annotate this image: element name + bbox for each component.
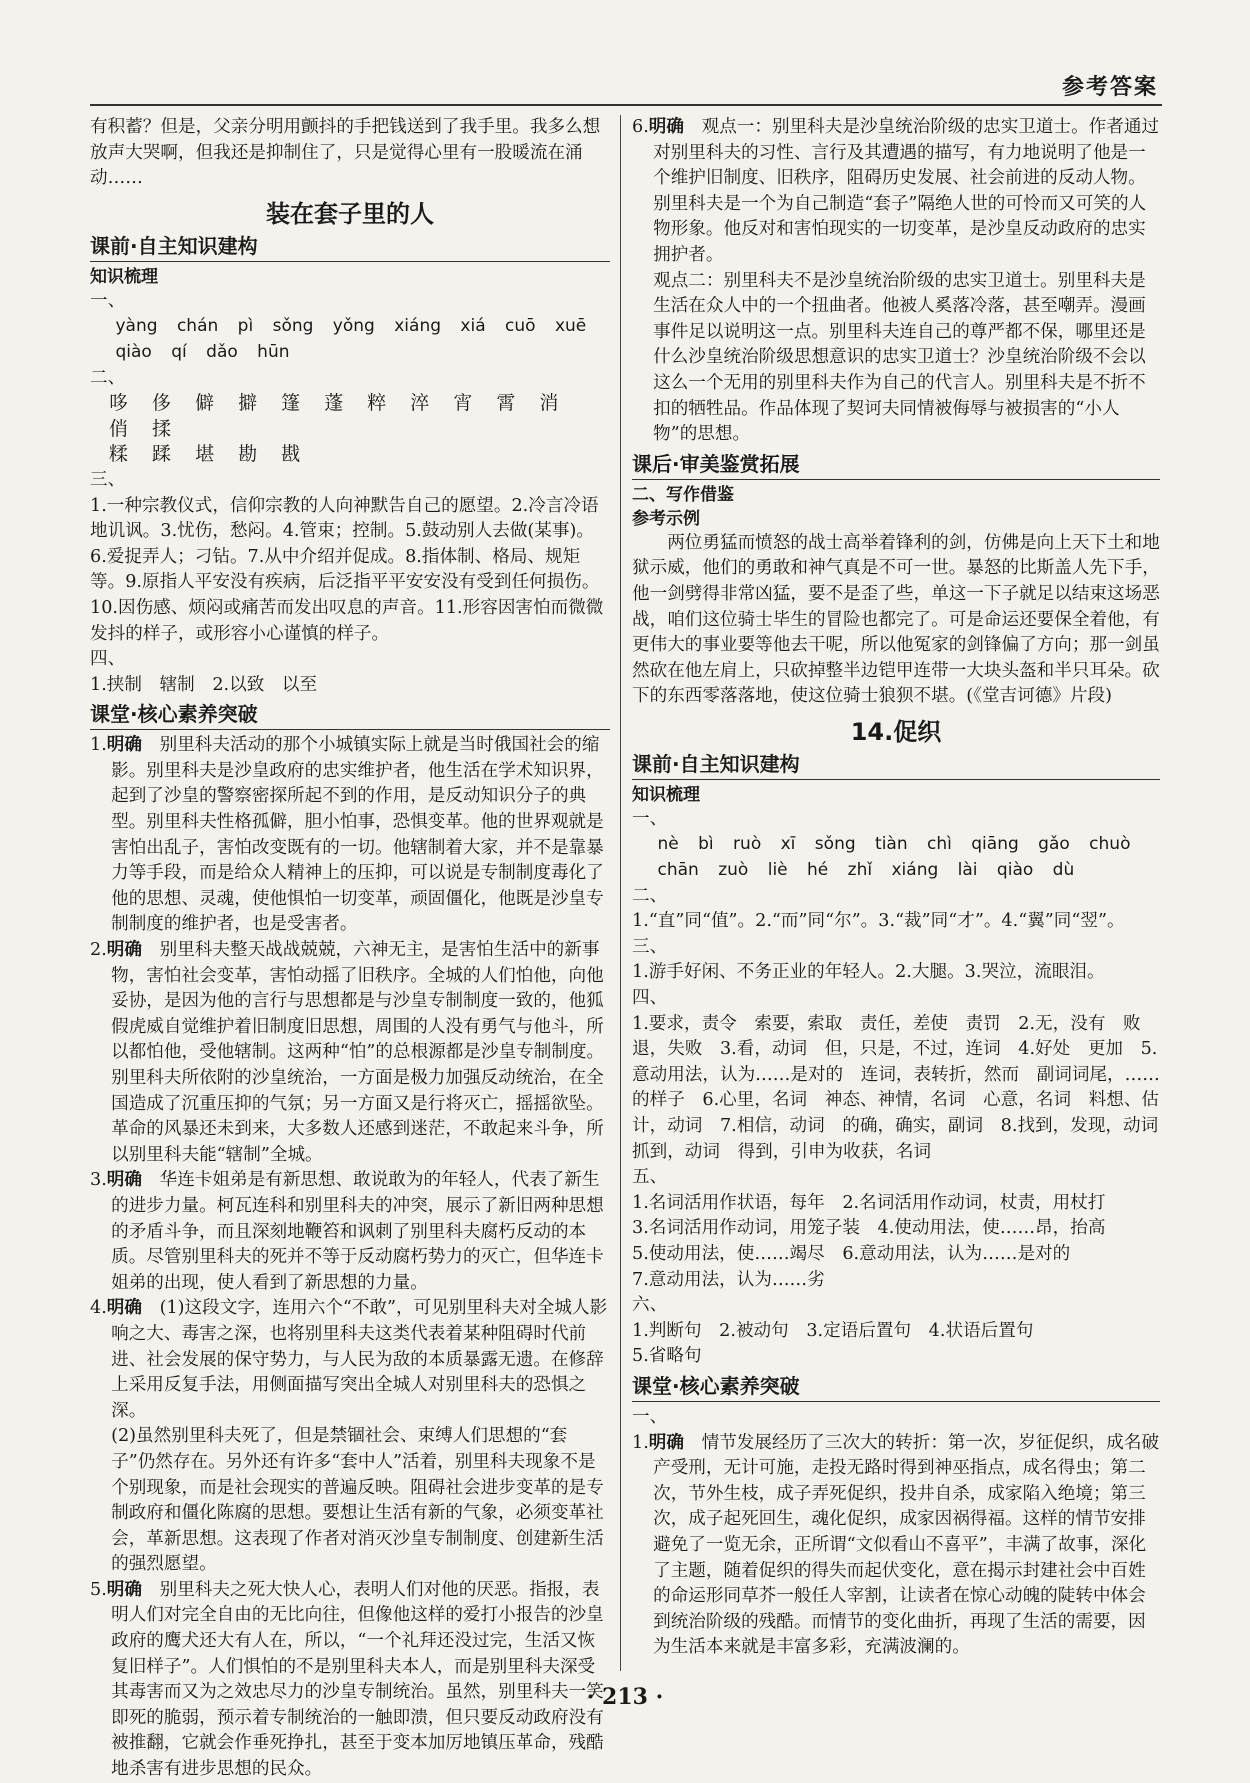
tongjia-answers: 1.“直”同“值”。2.“而”同“尔”。3.“裁”同“才”。4.“翼”同“翌”。 [632,911,1125,932]
left-column [90,115,610,1783]
pinyin-line: nè bì ruò xī sǒng tiàn chì qiāng gǎo chuò [657,834,1131,855]
answer-item: 4.明确 (1)这段文字，连用六个“不敢”，可见别里科夫对全城人影响之大、毒害之深，也将别里科夫这类代表着某种阻碍时代前进、社会发展的保守势力，与人民为敌的本质暴露无遗。在修辞上采用反复手法，用侧面描写突出全城人对别里科夫的恐惧之深。 [90,1298,608,1421]
huoyong-line: 3.名词活用作动词，用笼子装 4.使动用法，使……昂，抬高 [632,1218,1106,1239]
huoyong-line: 1.名词活用作状语，每年 2.名词活用作动词，杖责，用杖打 [632,1192,1106,1213]
character-line: 哆 侈 僻 擗 篷 蓬 粹 淬 宵 霄 消 俏 揉 [109,392,568,440]
pre-class-heading: 课前·自主知识建构 [632,751,800,776]
huoyong-line: 5.使动用法，使……竭尽 6.意动用法，认为……是对的 [632,1243,1071,1264]
answer-item: 6.明确 观点一：别里科夫是沙皇统治阶级的忠实卫道士。作者通过对别里科夫的习性、言行及其遭遇的描写，有力地说明了他是一个维护旧制度、旧秩序，阻碍历史发展、社会前进的反动人物。别里科夫是一个为自己制造“套子”隔绝人世的可怜而又可笑的人物形象。他反对和害怕现实的一切变革，是沙皇反动政府的忠实拥护者。 [632,117,1160,265]
answer-text: (2)虽然别里科夫死了，但是禁锢社会、束缚人们思想的“套子”仍然存在。另外还有许多“套中人”活着，别里科夫现象不是个别现象，而是社会现实的普遍反映。阻碍社会进步变革的是专制政府和僵化陈腐的思想。要想让生活有新的气象，必须变革社会，革新思想。这表现了作者对消灭沙皇专制制度、创建新生活的强烈愿望。 [111,1426,604,1575]
answer-item: 5.明确 别里科夫之死大快人心，表明人们对他的厌恶。指报，表明人们对完全自由的无比向往，但像他这样的爱打小报告的沙皇政府的鹰犬还大有人在，所以，“一个礼拜还没过完，生活又恢复旧样子”。人们惧怕的不是别里科夫本人，而是别里科夫深受其毒害而又为之效忠尽力的沙皇专制统治。虽然，别里科夫一笑即死的脆弱，预示着专制统治的一触即溃，但只要反动政府没有被推翻，它就会作垂死挣扎，甚至于变本加厉地镇压革命，残酷地杀害有进步思想的民众。 [90,1579,604,1780]
huoyong-line: 7.意动用法，认为……劣 [632,1269,825,1290]
heading-rule [90,729,610,730]
section-title: 装在套子里的人 [266,199,434,228]
example-subheading: 参考示例 [632,508,700,529]
part-number: 六、 [632,1295,668,1316]
answer-text: (1)这段文字，连用六个“不敢”，可见别里科夫对全城人影响之大、毒害之深，也将别里科夫这类代表着某种阻碍时代前进、社会发展的保守势力，与人民为敌的本质暴露无遗。在修辞上采用反复手法，用侧面描写突出全城人对别里科夫的恐惧之深。 [111,1298,608,1421]
answer-text: 别里科夫整天战战兢兢，六神无主，是害怕生活中的新事物，害怕社会变革，害怕动摇了旧秩序。全城的人们怕他，向他妥协，是因为他的言行与思想都是与沙皇专制制度一致的，他狐假虎威自觉维护着旧制度旧思想，周围的人没有勇气与他斗，所以都怕他，受他辖制。这两种“怕”的总根源都是沙皇专制制度。别里科夫所依附的沙皇统治，一方面是极力加强反动统治，在全国造成了沉重压抑的气氛；另一方面又是行将灭亡，摇摇欲坠。革命的风暴还未到来，大多数人还感到迷茫，不敢起来斗争，所以别里科夫能“辖制”全城。 [111,940,605,1165]
answer-item: 1.明确 情节发展经历了三次大的转折：第一次，岁征促织，成名破产受刑，无计可施，走投无路时得到神巫指点，成名得虫；第二次，节外生枝，成子弄死促织，投井自杀，成家陷入绝境；第三次，成子起死回生，魂化促织，成家因祸得福。这样的情节安排避免了一览无余，正所谓“文似看山不喜平”，丰满了故事，深化了主题，随着促织的得失而起伏变化，意在揭示封建社会中百姓的命运形同草芥一般任人宰割，让读者在惊心动魄的陡转中体会到统治阶级的残酷。而情节的变化曲折，再现了生活的需要，因为生活本来就是丰富多彩，充满波澜的。 [632,1432,1160,1658]
section-title: 14.促织 [850,717,942,746]
heading-rule [632,1401,1160,1402]
pinyin-line: chān zuò liè hé zhǐ xiáng lài qiào dù [657,860,1075,881]
answer-label: 明确 [648,117,684,137]
heading-rule [632,479,1160,480]
example-paragraph: 两位勇猛而愤怒的战士高举着锋利的剑，仿佛是向上天下土和地狱示威，他们的勇敢和神气真是不可一世。暴怒的比斯盖人先下手，他一剑劈得非常凶猛，要不是歪了些，单这一下子就足以结束这场恶战，咱们这位骑士毕生的冒险也都完了。可是命运还要保全着他，有更伟大的事业要等他去干呢，所以他冤家的剑锋偏了方向；那一剑虽然砍在他左肩上，只砍掉整半边铠甲连带一大块头盔和半只耳朵。砍下的东西零落落地，使这位骑士狼狈不堪。(《堂吉诃德》片段) [632,532,1160,707]
writing-subheading: 二、写作借鉴 [632,484,734,505]
part-number: 二、 [632,885,668,906]
gujin-answers: 1.游手好闲、不务正业的年轻人。2.大腿。3.哭泣，流眼泪。 [632,962,1105,983]
answer-text: 别里科夫之死大快人心，表明人们对他的厌恶。指报，表明人们对完全自由的无比向往，但像他这样的爱打小报告的沙皇政府的鹰犬还大有人在，所以，“一个礼拜还没过完，生活又恢复旧样子”。人们惧怕的不是别里科夫本人，而是别里科夫深受其毒害而又为之效忠尽力的沙皇专制统治。虽然，别里科夫一笑即死的脆弱，预示着专制统治的一触即溃，但只要反动政府没有被推翻，它就会作垂死挣扎，甚至于变本加厉地镇压革命，残酷地杀害有进步思想的民众。 [111,1579,604,1780]
answer-item: 1.明确 别里科夫活动的那个小城镇实际上就是当时俄国社会的缩影。别里科夫是沙皇政府的忠实维护者，他生活在学术知识界，起到了沙皇的警察密探所起不到的作用，是反动知识分子的典型。别里科夫性格孤僻，胆小怕事，恐惧变革。他的世界观就是害怕出乱子，害怕改变既有的一切。他辖制着大家，并不是靠暴力等手段，而是给众人精神上的压抑，可以说是专制制度毒化了他的思想、灵魂，使他惧怕一切变革，顽固僵化，他既是沙皇专制制度的维护者，也是受害者。 [90,735,604,935]
pinyin-line: yàng chán pì sǒng yǒng xiáng xiá cuō xuē [115,316,587,337]
duoyi-answers: 1.要求，责令 索要，索取 责任，差使 责罚 2.无，没有 败退，失败 3.看，动词 但，只是，不过，连词 4.好处 更加 5.意动用法，认为……是对的 连词，表转折，然而 副词词尾，……的样子 6.心里，名词 神态、神情，名词 心意，名词 料想、估计，动词 7.相信，动词 的确，确实，副词 8.找到，发现，动词 抓到，动词 得到，引申为收获，名词 [632,1013,1176,1162]
answer-item: 3.明确 华连卡姐弟是有新思想、敢说敢为的年轻人，代表了新生的进步力量。柯瓦连科和别里科夫的冲突，展示了新旧两种思想的矛盾斗争，而且深刻地鞭笞和讽刺了别里科夫腐朽反动的本质。尽管别里科夫的死并不等于反动腐朽势力的灭亡，但华连卡姐弟的出现，使人看到了新思想的力量。 [90,1170,604,1293]
word-answers: 1.挟制 辖制 2.以致 以至 [90,674,318,695]
answer-text: 观点一：别里科夫是沙皇统治阶级的忠实卫道士。作者通过对别里科夫的习性、言行及其遭遇的描写，有力地说明了他是一个维护旧制度、旧秩序，阻碍历史发展、社会前进的反动人物。别里科夫是一个为自己制造“套子”隔绝人世的可怜而又可笑的人物形象。他反对和害怕现实的一切变革，是沙皇反动政府的忠实拥护者。 [653,117,1160,265]
pinyin-line: qiào qí dǎo hūn [115,341,290,362]
in-class-heading: 课堂·核心素养突破 [90,702,258,727]
answer-label: 明确 [106,940,142,961]
character-line: 糅 蹂 堪 勘 戡 [109,443,310,466]
heading-rule [90,261,610,262]
column-divider [620,115,621,1671]
part-number: 三、 [632,936,668,957]
answer-text: 情节发展经历了三次大的转折：第一次，岁征促织，成名破产受刑，无计可施，走投无路时得到神巫指点，成名得虫；第二次，节外生枝，成子弄死促织，投井自杀，成家陷入绝境；第三次，成子起死回生，魂化促织，成家因祸得福。这样的情节安排避免了一览无余，正所谓“文似看山不喜平”，丰满了故事，深化了主题，随着促织的得失而起伏变化，意在揭示封建社会中百姓的命运形同草芥一般任人宰割，让读者在惊心动魄的陡转中体会到统治阶级的残酷。而情节的变化曲折，再现了生活的需要，因为生活本来就是丰富多彩，充满波澜的。 [653,1432,1160,1658]
part-number: 四、 [90,649,126,670]
part-number: 五、 [632,1167,668,1188]
knowledge-subheading: 知识梳理 [90,266,158,287]
header-title: 参考答案 [1061,75,1158,100]
answer-label: 明确 [648,1432,684,1453]
header-rule [90,104,1162,106]
part-number: 二、 [90,367,126,388]
pre-class-heading: 课前·自主知识建构 [90,233,258,258]
answer-text: 别里科夫活动的那个小城镇实际上就是当时俄国社会的缩影。别里科夫是沙皇政府的忠实维护者，他生活在学术知识界，起到了沙皇的警察密探所起不到的作用，是反动知识分子的典型。别里科夫性格孤僻，胆小怕事，恐惧变革。他的世界观就是害怕出乱子，害怕改变既有的一切。他辖制着大家，并不是靠暴力等手段，而是给众人精神上的压抑，可以说是专制制度毒化了他的思想、灵魂，使他惧怕一切变革，顽固僵化，他既是沙皇专制制度的维护者，也是受害者。 [111,735,604,935]
page-number: · 213 · [586,1684,664,1710]
answer-item: 2.明确 别里科夫整天战战兢兢，六神无主，是害怕生活中的新事物，害怕社会变革，害怕动摇了旧秩序。全城的人们怕他，向他妥协，是因为他的言行与思想都是与沙皇专制制度一致的，他狐假虎威自觉维护着旧制度旧思想，周围的人没有勇气与他斗，所以都怕他，受他辖制。这两种“怕”的总根源都是沙皇专制制度。别里科夫所依附的沙皇统治，一方面是极力加强反动统治，在全国造成了沉重压抑的气氛；另一方面又是行将灭亡，摇摇欲坠。革命的风暴还未到来，大多数人还感到迷茫，不敢起来斗争，所以别里科夫能“辖制”全城。 [90,940,605,1165]
part-number: 一、 [90,290,126,311]
part-number: 一、 [632,808,668,829]
post-class-heading: 课后·审美鉴赏拓展 [632,451,800,476]
answer-label: 明确 [106,1298,142,1319]
answer-label: 明确 [106,1170,142,1191]
part-number: 四、 [632,988,668,1009]
jushi-line: 5.省略句 [632,1346,702,1367]
knowledge-subheading: 知识梳理 [632,784,700,805]
answer-label: 明确 [106,1579,142,1600]
right-column [632,115,1176,1661]
heading-rule [632,779,1160,780]
intro-paragraph: 有积蓄？但是，父亲分明用颤抖的手把钱送到了我手里。我多么想放声大哭啊，但我还是抑制住了，只是觉得心里有一股暖流在涌动…… [90,117,601,189]
answer-text: 华连卡姐弟是有新思想、敢说敢为的年轻人，代表了新生的进步力量。柯瓦连科和别里科夫的冲突，展示了新旧两种思想的矛盾斗争，而且深刻地鞭笞和讽刺了别里科夫腐朽反动的本质。尽管别里科夫的死并不等于反动腐朽势力的灭亡，但华连卡姐弟的出现，使人看到了新思想的力量。 [111,1170,604,1293]
definitions-paragraph: 1.一种宗教仪式，信仰宗教的人向神默告自己的愿望。2.冷言冷语地讥讽。3.忧伤，愁闷。4.管束；控制。5.鼓动别人去做(某事)。6.爱捉弄人；刁钻。7.从中介绍并促成。8.指体制、格局、规矩等。9.原指人平安没有疾病，后泛指平平安安没有受到任何损伤。10.因伤感、烦闷或痛苦而发出叹息的声音。11.形容因害怕而微微发抖的样子，或形容小心谨慎的样子。 [90,495,604,644]
answer-label: 明确 [106,735,142,756]
in-class-heading: 课堂·核心素养突破 [632,1373,800,1398]
part-number: 一、 [632,1406,668,1427]
answer-text: 观点二：别里科夫不是沙皇统治阶级的忠实卫道士。别里科夫是生活在众人中的一个扭曲者。他被人奚落冷落，甚至嘲弄。漫画事件足以说明这一点。别里科夫连自己的尊严都不保，哪里还是什么沙皇统治阶级思想意识的忠实卫道士？沙皇统治阶级不会以这么一个无用的别里科夫作为自己的代言人。别里科夫是不折不扣的牺牲品。作品体现了契诃夫同情被侮辱与被损害的“小人物”的思想。 [653,270,1146,445]
jushi-line: 1.判断句 2.被动句 3.定语后置句 4.状语后置句 [632,1320,1034,1341]
part-number: 三、 [90,469,126,490]
